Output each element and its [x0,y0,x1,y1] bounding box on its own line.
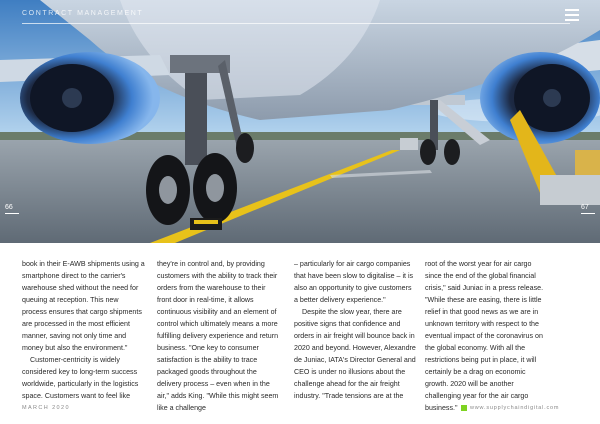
article-column-4 [425,258,548,414]
paragraph: – particularly for air cargo companies that have been slow to digitalise – it is also an opportunity to give customers a better delivery experience." [294,260,414,304]
article-column-2 [157,258,280,414]
issue-date: MARCH 2020 [22,405,70,411]
paragraph: they're in control and, by providing customers with the ability to track their orders from the warehouse to their front door in real-time, it allows continuous visibility and an element of control which ultimately means a more fulfilling delivery experience and return business. "One key to consumer satisfaction is the ability to trace packaged goods throughout the delivery process – even when in the air," adds King. "While this might seem like a challenge [157,260,279,412]
page-number-rule [581,213,595,214]
article-column-3 [294,258,417,402]
paragraph-text: root of the worst year for air cargo since the end of the global financial crisis," said Juniac in a press release. "While these are easing, there is little relief in that good news as we are in unknown territory with respect to the eventual impact of the coronavirus on the global economy. With all the restrictions being put in place, it will certainly be a drag on economic growth. 2020 will be another challenging year for the air cargo business." [425,260,544,412]
left-page-number-text: 66 [5,204,13,211]
end-of-article-icon [461,405,467,411]
header-divider [22,23,570,24]
website-link[interactable]: www.supplychaindigital.com [470,405,560,411]
section-label: CONTRACT MANAGEMENT [22,10,144,17]
right-page-number-text: 67 [581,204,589,211]
article-column-1 [22,258,145,402]
hamburger-menu-icon[interactable] [565,9,579,21]
paragraph: Despite the slow year, there are positive signs that confidence and orders in air freight will bounce back in 2020 and beyond. However, Alexandre de Juniac, IATA's Director General and CEO is under no illusions about the challenge ahead for the air freight industry. "Trade tensions are at the [294,308,416,400]
left-page-number [5,204,19,214]
paragraph: book in their E-AWB shipments using a smartphone direct to the carrier's warehouse shed without the need for queuing at reception. This new process ensures that cargo shipments are processed in the most efficient manner, saving not only time and money but also the environment." [22,260,145,352]
page-number-rule [5,213,19,214]
paragraph: Customer-centricity is widely considered key to long-term success worldwide, particularly in the logistics space. Customers want to feel like [22,356,139,400]
paragraph [425,258,548,414]
right-page-number [581,204,595,214]
